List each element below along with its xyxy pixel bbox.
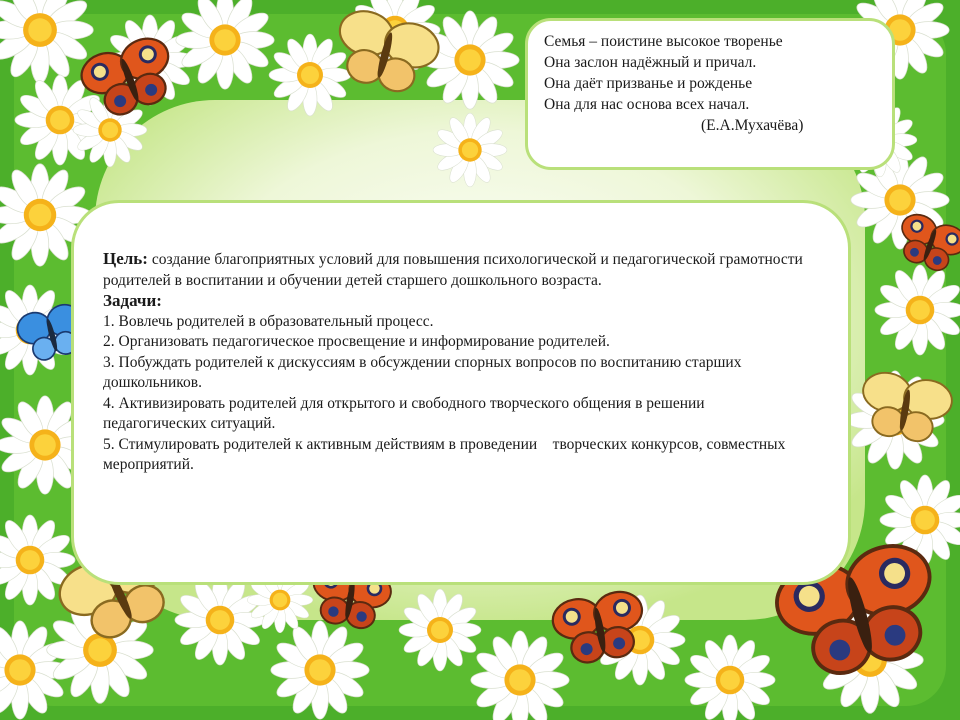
goals-panel <box>71 200 851 585</box>
task-item: 3. Побуждать родителей к дискуссиям в обсуждении спорных вопросов по воспитанию старших дошкольников. <box>103 353 746 391</box>
tasks-label: Задачи: <box>103 291 162 310</box>
task-item: 5. Стимулировать родителей к активным действиям в проведении творческих конкурсов, совместных мероприятий. <box>103 435 790 473</box>
poem-line: Она заслон надёжный и причал. <box>544 54 757 71</box>
poem-line: Она даёт призванье и рожденье <box>544 75 753 92</box>
poem-line: Семья – поистине высокое творенье <box>544 33 783 50</box>
poem-panel <box>525 18 895 170</box>
goal-text: создание благоприятных условий для повышения психологической и педагогической грамотности родителей в воспитании и обучении детей старшего дошкольного возраста. <box>103 251 803 289</box>
goal-paragraph <box>103 249 808 291</box>
poem-author: (Е.А.Мухачёва) <box>701 117 804 134</box>
goal-label: Цель: <box>103 249 148 268</box>
poem-line: Она для нас основа всех начал. <box>544 96 750 113</box>
task-item: 2. Организовать педагогическое просвещение и информирование родителей. <box>103 333 610 350</box>
task-item: 4. Активизировать родителей для открытого и свободного творческого общения в решении педагогических ситуаций. <box>103 394 709 432</box>
task-item: 1. Вовлечь родителей в образовательный процесс. <box>103 312 434 330</box>
